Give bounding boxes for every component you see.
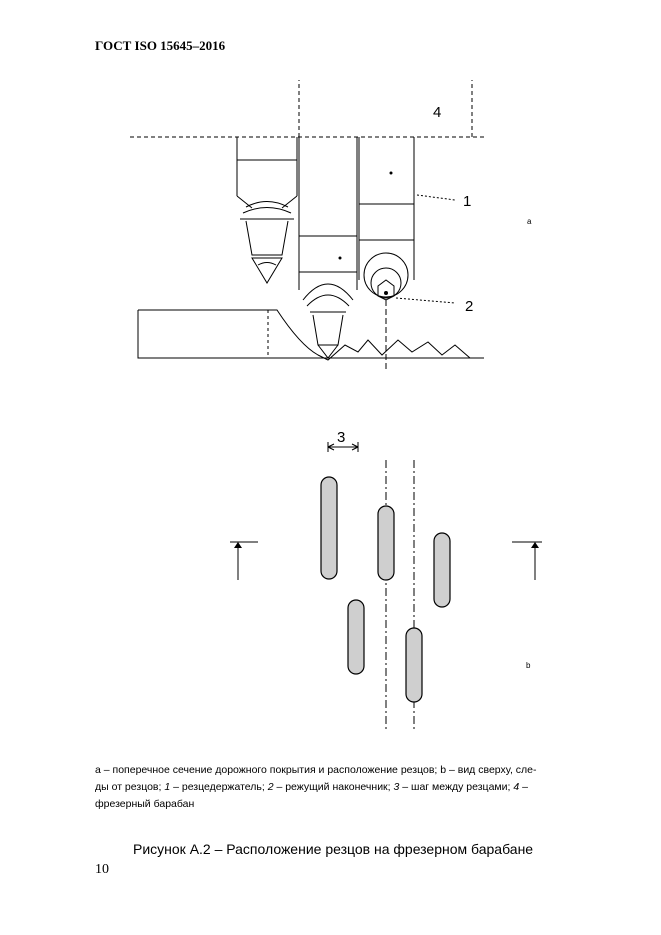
road-section <box>138 310 484 360</box>
legend-line-3: фрезерный барабан <box>95 798 195 810</box>
cutter-track <box>321 477 337 579</box>
callout-1: 1 <box>463 193 472 210</box>
figure-legend <box>95 762 615 813</box>
drum-outline <box>130 80 485 137</box>
document-header: ГОСТ ISO 15645–2016 <box>95 38 226 53</box>
holder-right <box>359 137 414 300</box>
view-b-label: b <box>526 661 531 670</box>
figure-caption: Рисунок А.2 – Расположение резцов на фрезерном барабане <box>133 841 534 857</box>
legend-line-2: ды от резцов; 1 – резцедержатель; 2 – режущий наконечник; 3 – шаг между резцами; 4 – <box>95 781 528 793</box>
cutter-track <box>348 600 364 674</box>
callout-3: 3 <box>337 429 346 446</box>
holder-middle <box>299 137 357 358</box>
page-number: 10 <box>95 862 109 877</box>
legend-line-1: a – поперечное сечение дорожного покрытия и расположение резцов; b – вид сверху, сле- <box>95 764 537 776</box>
cutter-track <box>406 628 422 702</box>
cutter-track <box>378 506 394 580</box>
callout-4: 4 <box>433 104 442 121</box>
holder-left <box>237 137 297 283</box>
cutter-track <box>434 533 450 607</box>
callout-2: 2 <box>465 298 474 315</box>
view-a-label: a <box>527 217 532 226</box>
